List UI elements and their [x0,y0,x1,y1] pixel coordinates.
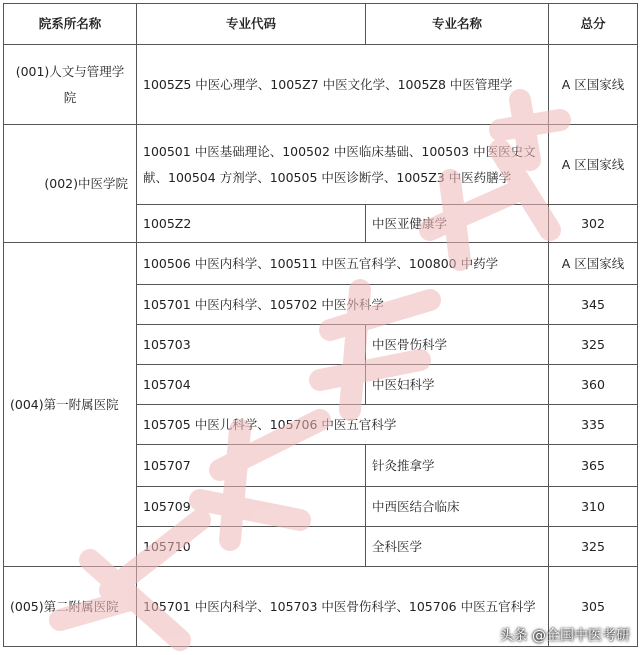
header-score: 总分 [549,4,638,45]
code-cell: 100501 中医基础理论、100502 中医临床基础、100503 中医医史文献、100504 方剂学、100505 中医诊断学、1005Z3 中医药膳学 [137,125,549,205]
code-cell: 105701 中医内科学、105702 中医外科学 [137,285,549,325]
score-cell: A 区国家线 [549,243,638,285]
code-cell: 1005Z5 中医心理学、1005Z7 中医文化学、1005Z8 中医管理学 [137,45,549,125]
major-name-cell: 针灸推拿学 [366,445,549,487]
major-name-cell: 中医亚健康学 [366,205,549,243]
header-dept: 院系所名称 [4,4,137,45]
admission-score-table [3,3,638,647]
score-cell: 345 [549,285,638,325]
table-row [4,125,638,205]
score-cell: A 区国家线 [549,45,638,125]
score-cell: A 区国家线 [549,125,638,205]
major-name-cell: 全科医学 [366,527,549,567]
dept-cell: (001)人文与管理学院 [4,45,137,125]
major-name-cell: 中医骨伤科学 [366,325,549,365]
code-cell: 105704 [137,365,366,405]
dept-cell: (002)中医学院 [4,125,137,243]
header-name: 专业名称 [366,4,549,45]
score-cell: 325 [549,527,638,567]
code-cell: 100506 中医内科学、100511 中医五官科学、100800 中药学 [137,243,549,285]
score-cell: 360 [549,365,638,405]
table-row [4,243,638,285]
score-cell: 325 [549,325,638,365]
code-cell: 105710 [137,527,366,567]
code-cell: 105709 [137,487,366,527]
dept-cell: (004)第一附属医院 [4,243,137,567]
source-credit: 头条 @全国中医考研 [499,628,630,644]
score-cell: 365 [549,445,638,487]
header-row [4,4,638,45]
major-name-cell: 中西医结合临床 [366,487,549,527]
code-cell: 105705 中医儿科学、105706 中医五官科学 [137,405,549,445]
score-cell: 305 [549,567,638,647]
major-name-cell: 中医妇科学 [366,365,549,405]
code-cell: 105703 [137,325,366,365]
score-cell: 310 [549,487,638,527]
dept-cell: (005)第二附属医院 [4,567,137,647]
code-cell: 105707 [137,445,366,487]
header-code: 专业代码 [137,4,366,45]
score-cell: 302 [549,205,638,243]
table-row [4,45,638,125]
score-cell: 335 [549,405,638,445]
code-cell: 1005Z2 [137,205,366,243]
code-cell: 105701 中医内科学、105703 中医骨伤科学、105706 中医五官科学 [137,567,549,647]
